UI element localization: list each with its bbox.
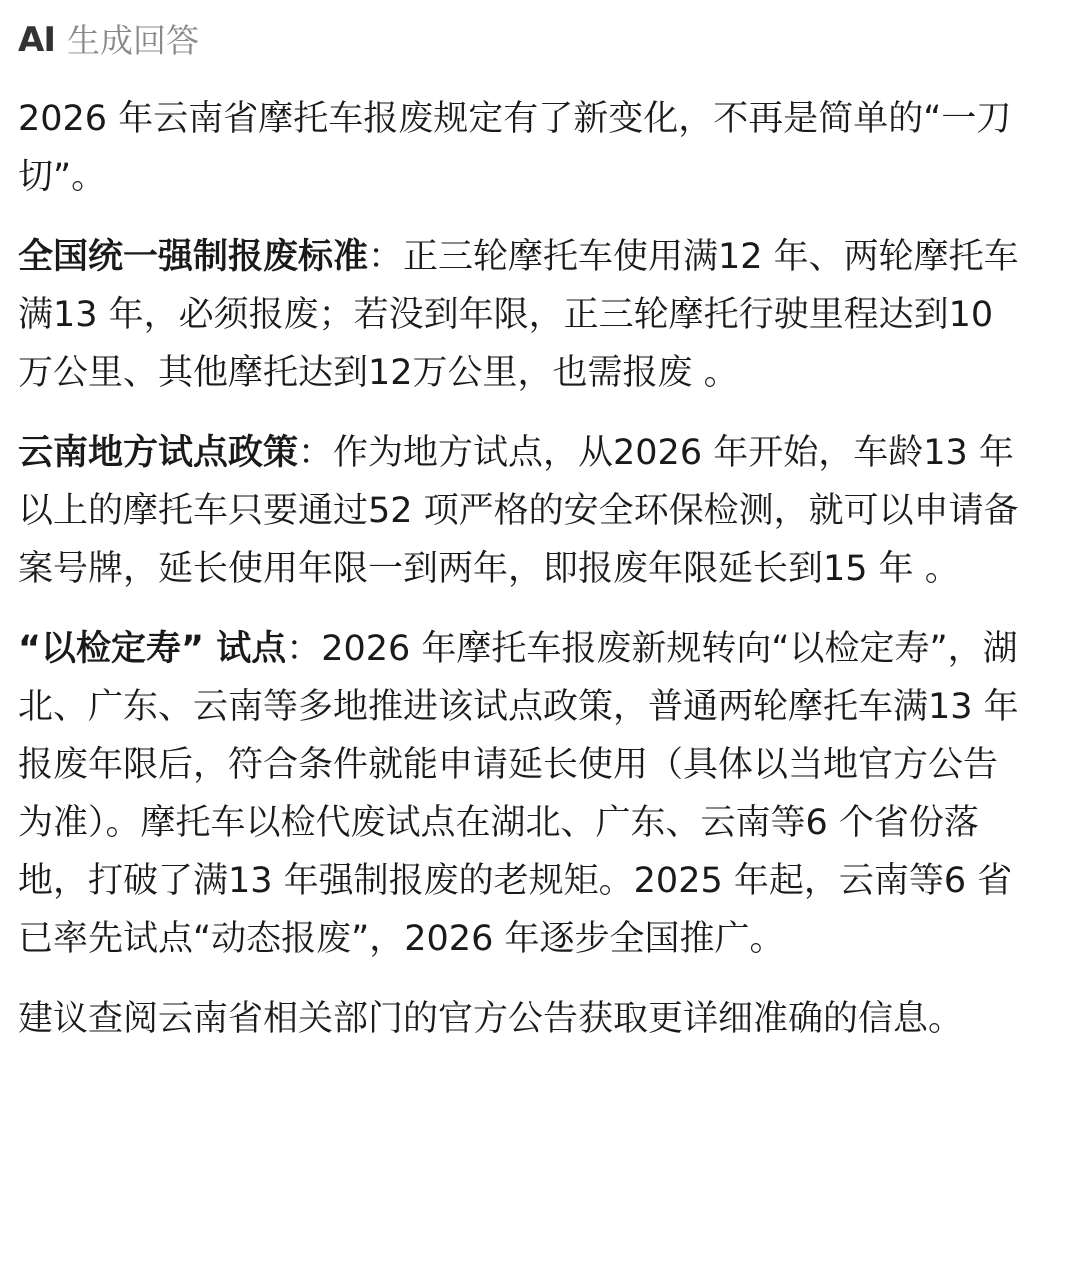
- inspection-pilot-text: ：2026 年摩托车报废新规转向“以检定寿”，湖北、广东、云南等多地推进该试点政策，普通两轮摩托车满13 年报废年限后，符合条件就能申请延长使用（具体以当地官方公告为准）。摩托车以检代废试点在湖北、广东、云南等6 个省份落地，打破了满13 年强制报废的老规矩。2025 年起，云南等6 省已率先试点“动态报废”，2026 年逐步全国推广。: [18, 629, 1019, 959]
- inspection-pilot-paragraph: [18, 620, 1028, 968]
- header-label: 生成回答: [66, 20, 199, 60]
- yunnan-pilot-heading: 云南地方试点政策: [18, 433, 299, 473]
- ai-logo-icon: AI: [18, 20, 55, 60]
- ai-answer-header: [18, 14, 1028, 66]
- intro-paragraph: [18, 90, 1028, 206]
- yunnan-pilot-text: ：作为地方试点，从2026 年开始，车龄13 年以上的摩托车只要通过52 项严格的安全环保检测，就可以申请备案号牌，延长使用年限一到两年，即报废年限延长到15 年 。: [18, 433, 1019, 589]
- national-standard-text: ：正三轮摩托车使用满12 年、两轮摩托车满13 年，必须报废；若没到年限，正三轮摩托行驶里程达到10万公里、其他摩托达到12万公里，也需报废 。: [18, 237, 1019, 393]
- national-standard-paragraph: [18, 228, 1028, 402]
- advice-text: 建议查阅云南省相关部门的官方公告获取更详细准确的信息。: [18, 999, 964, 1039]
- advice-paragraph: [18, 990, 1028, 1048]
- intro-text: 2026 年云南省摩托车报废规定有了新变化，不再是简单的“一刀切”。: [18, 99, 1012, 197]
- inspection-pilot-heading: “以检定寿” 试点: [18, 629, 287, 669]
- national-standard-heading: 全国统一强制报废标准: [18, 237, 369, 277]
- yunnan-pilot-paragraph: [18, 424, 1028, 598]
